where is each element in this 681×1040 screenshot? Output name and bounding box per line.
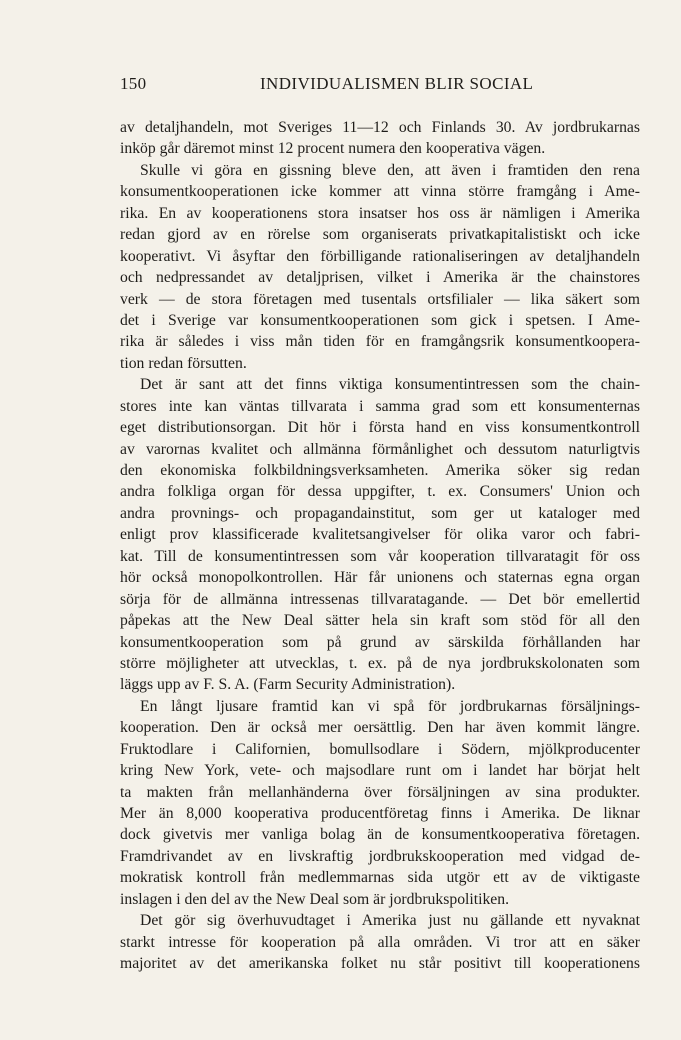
text-line: kooperativt. Vi åsyftar den förbilligande rationaliseringen av detaljhandeln	[120, 247, 640, 265]
text-line: kring New York, vete- och majsodlare runt om i landet har börjat helt	[120, 762, 640, 780]
text-line: dock givetvis mer vanliga bolag än de konsumentkooperativa företagen.	[120, 826, 640, 844]
text-line: eget distributionsorgan. Dit hör i första hand en viss konsumentkontroll	[120, 419, 640, 437]
text-line: starkt intresse för kooperation på alla områden. Vi tror att en säker	[120, 933, 640, 951]
text-line: andra provnings- och propagandainstitut, som ger ut kataloger med	[120, 504, 640, 522]
text-line: stores inte kan väntas tillvarata i samma grad som ett konsumenternas	[120, 397, 640, 415]
text-line: inköp går däremot minst 12 procent numera den kooperativa vägen.	[120, 140, 546, 158]
text-line: sörja för de allmänna intressenas tillvaratagande. — Det bör emellertid	[120, 590, 640, 608]
text-line: det i Sverige var konsumentkooperationen som gick i spetsen. I Ame-	[120, 311, 640, 329]
text-line: Skulle vi göra en gissning bleve den, att även i framtiden den rena	[140, 161, 640, 179]
text-line: verk — de stora företagen med tusentals ortsfilialer — lika säkert som	[120, 290, 640, 308]
text-line: av varornas kvalitet och allmänna förmånlighet och dessutom naturligtvis	[120, 440, 640, 458]
text-line: rika är således i viss mån tiden för en framgångsrik konsumentkoopera-	[120, 333, 640, 351]
text-line: Mer än 8,000 kooperativa producentföretag finns i Amerika. De liknar	[120, 805, 640, 822]
text-line: majoritet av det amerikanska folket nu står positivt till kooperationens	[120, 955, 640, 973]
text-line: hör också monopolkontrollen. Här får unionens och staternas egna organ	[120, 569, 640, 587]
text-line: Det gör sig överhuvudtaget i Amerika just nu gällande ett nyvaknat	[140, 912, 640, 930]
text-line: rika. En av kooperationens stora insatser hos oss är nämligen i Amerika	[120, 204, 640, 222]
text-line: kat. Till de konsumentintressen som vår kooperation tillvaratagit för oss	[120, 547, 640, 565]
text-line: inslagen i den del av the New Deal som är jordbrukspolitiken.	[120, 890, 510, 908]
text-line: ta makten från mellanhänderna över försäljningen av sina produkter.	[120, 783, 640, 801]
text-line: av detaljhandeln, mot Sveriges 11—12 och Finlands 30. Av jordbrukarnas	[120, 119, 640, 136]
text-line: konsumentkooperation som på grund av särskilda förhållanden har	[120, 633, 640, 651]
text-line: kooperation. Den är också mer oersättlig. Den har även kommit längre.	[120, 719, 640, 737]
text-line: Fruktodlare i Californien, bomullsodlare i Södern, mjölkproducenter	[120, 740, 640, 758]
text-line: enligt prov klassificerade kvalitetsangivelser för olika varor och fabri-	[120, 526, 640, 544]
text-line: En långt ljusare framtid kan vi spå för jordbrukarnas försäljnings-	[140, 697, 640, 715]
running-title: INDIVIDUALISMEN BLIR SOCIAL	[260, 74, 534, 93]
text-line: redan gjord av en rörelse som organiserats privatkapitalistiskt och icke	[120, 226, 640, 244]
text-line: tion redan försutten.	[120, 354, 247, 372]
page-number: 150	[120, 74, 147, 93]
text-line: större möjligheter att utvecklas, t. ex. på de nya jordbrukskolonaten som	[120, 654, 640, 672]
body-text	[120, 117, 640, 975]
text-line: andra folkliga organ för dessa uppgifter, t. ex. Consumers' Union och	[120, 483, 640, 501]
running-head	[120, 74, 570, 98]
text-line: läggs upp av F. S. A. (Farm Security Administration).	[120, 676, 456, 694]
text-line: den ekonomiska folkbildningsverksamheten. Amerika söker sig redan	[120, 462, 640, 479]
text-line: Framdrivandet av en livskraftig jordbrukskooperation med vidgad de-	[120, 847, 640, 865]
text-line: konsumentkooperationen icke kommer att vinna större framgång i Ame-	[120, 183, 640, 201]
text-line: Det är sant att det finns viktiga konsumentintressen som the chain-	[140, 376, 640, 394]
text-line: mokratisk kontroll från medlemmarnas sida utgör ett av de viktigaste	[120, 869, 640, 887]
text-line: påpekas att the New Deal sätter hela sin kraft som stöd för all den	[120, 612, 640, 630]
text-line: och nedpressandet av detaljprisen, vilket i Amerika är the chainstores	[120, 269, 640, 287]
